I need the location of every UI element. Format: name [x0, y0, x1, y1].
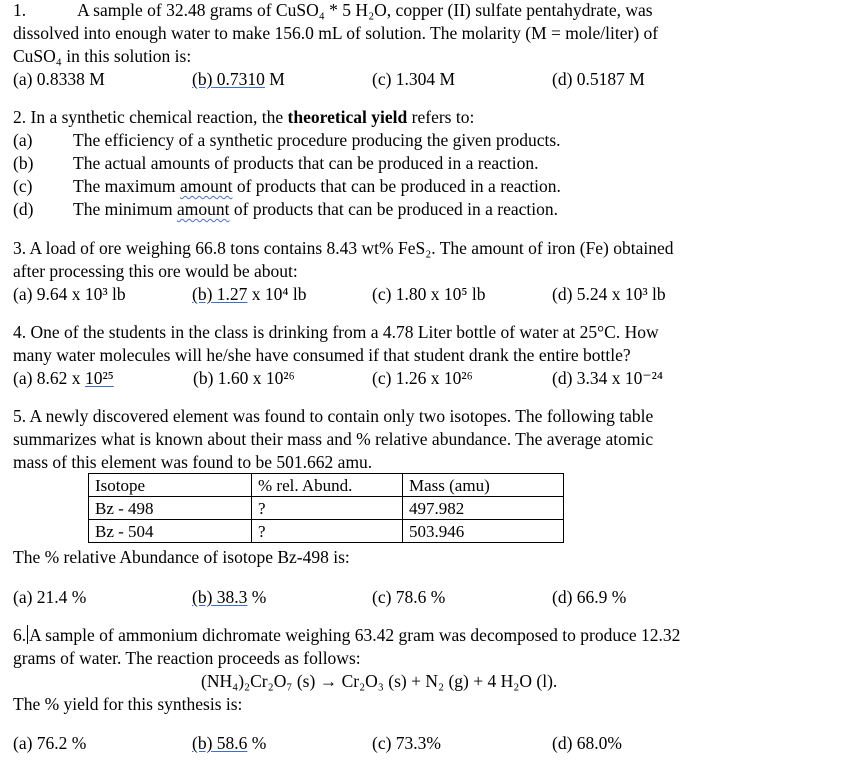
table-header-cell: % rel. Abund. [252, 474, 403, 497]
q4-option-d: (d) 3.34 x 10⁻²⁴ [552, 368, 663, 388]
table-header-cell: Isotope [89, 474, 252, 497]
q6-stem-text: A sample of ammonium dichromate weighing 63.42 gram was decomposed to produce 12.32 [29, 625, 681, 645]
q2-option-c-label: (c) [13, 176, 33, 196]
q3-option-d: (d) 5.24 x 10³ lb [552, 284, 666, 304]
q5-option-c: (c) 78.6 % [372, 587, 446, 607]
q2-option-a-label: (a) [13, 130, 33, 150]
q2-option-d-pre: The minimum [73, 199, 178, 219]
q5-option-b [192, 587, 266, 607]
q6-option-c: (c) 73.3% [372, 733, 442, 753]
q2-stem-post: refers to: [407, 107, 475, 127]
table-cell: Bz - 498 [89, 497, 252, 520]
q6-option-b [192, 733, 266, 753]
table-cell: ? [252, 497, 403, 520]
table-header-cell: Mass (amu) [403, 474, 564, 497]
q2-option-c-pre: The maximum [73, 176, 180, 196]
q2-option-d-label: (d) [13, 199, 34, 219]
q2-stem-pre: 2. In a synthetic chemical reaction, the [13, 107, 288, 127]
q2-option-d-text [73, 199, 558, 219]
q1-option-b-unit: M [264, 69, 285, 89]
q3-option-a: (a) 9.64 x 10³ lb [13, 284, 126, 304]
q3-stem-line1: 3. A load of ore weighing 66.8 tons contains 8.43 wt% FeS₂. The amount of iron (Fe) obtained [13, 238, 674, 258]
q2-option-b-label: (b) [13, 153, 34, 173]
q5-option-b-label: (b) [192, 587, 213, 607]
table-cell: ? [252, 520, 403, 543]
text-cursor [27, 625, 28, 644]
q5-option-a: (a) 21.4 % [13, 587, 87, 607]
q4-option-a [13, 368, 164, 388]
q5-option-b-unit: % [247, 587, 267, 607]
q6-option-a: (a) 76.2 % [13, 733, 87, 753]
q4-option-c: (c) 1.26 x 10²⁶ [372, 368, 473, 388]
q3-option-b-label: (b) [192, 284, 213, 304]
q4-stem-line2: many water molecules will he/she have consumed if that student drank the entire bottle? [13, 345, 631, 365]
q3-option-b-unit: x 10⁴ lb [247, 284, 307, 304]
q2-stem-bold: theoretical yield [287, 107, 408, 127]
q6-option-d: (d) 68.0% [552, 733, 622, 753]
q2-option-d-flagged-word: amount [177, 199, 230, 219]
q1-option-a: (a) 0.8338 M [13, 69, 105, 89]
q3-option-c: (c) 1.80 x 10⁵ lb [372, 284, 486, 304]
q2-option-c-text [73, 176, 561, 196]
q3-option-b [192, 284, 307, 304]
q1-stem-line2: dissolved into enough water to make 156.0 mL of solution. The molarity (M = mole/liter) of [13, 23, 659, 43]
table-header-row [89, 474, 564, 497]
q1-option-c: (c) 1.304 M [372, 69, 456, 89]
q5-question: The % relative Abundance of isotope Bz-498 is: [13, 547, 350, 567]
q1-line1 [13, 0, 653, 20]
q1-stem-line3: CuSO₄ in this solution is: [13, 46, 192, 66]
q2-option-d-post: of products that can be produced in a reaction. [229, 199, 559, 219]
q2-option-c-post: of products that can be produced in a reaction. [232, 176, 561, 196]
q1-option-b [192, 69, 285, 89]
q4-option-a-prefix: (a) 8.62 x [13, 368, 85, 388]
q5-option-b-value: 38.3 [212, 587, 248, 607]
q4-option-a-value: 10²⁵ [84, 368, 114, 388]
q1-option-b-value: 0.7310 [212, 69, 265, 89]
q6-question: The % yield for this synthesis is: [13, 694, 243, 714]
q3-stem-line2: after processing this ore would be about: [13, 261, 298, 281]
q5-stem-line1: 5. A newly discovered element was found to contain only two isotopes. The following table [13, 406, 654, 426]
q6-equation: (NH₄)₂Cr₂O₇ (s) → Cr₂O₃ (s) + N₂ (g) + 4 H₂O (l). [201, 671, 558, 691]
table-cell: 497.982 [403, 497, 564, 520]
q6-option-b-value: 58.6 [212, 733, 248, 753]
q6-number: 6. [13, 625, 27, 645]
q3-option-b-value: 1.27 [212, 284, 248, 304]
q1-stem-line1: A sample of 32.48 grams of CuSO₄ * 5 H₂O, copper (II) sulfate pentahydrate, was [77, 0, 653, 20]
q1-number: 1. [13, 0, 27, 20]
table-row [89, 497, 564, 520]
q1-option-d: (d) 0.5187 M [552, 69, 645, 89]
q4-stem-line1: 4. One of the students in the class is drinking from a 4.78 Liter bottle of water at 25°C. How [13, 322, 659, 342]
table-cell: 503.946 [403, 520, 564, 543]
q2-stem [13, 107, 474, 127]
q2-option-c-flagged-word: amount [179, 176, 233, 196]
q2-option-a-text: The efficiency of a synthetic procedure producing the given products. [73, 130, 561, 150]
q1-option-b-label: (b) [192, 69, 213, 89]
q5-stem-line3: mass of this element was found to be 501.662 amu. [13, 452, 373, 472]
q4-option-b: (b) 1.60 x 10²⁶ [193, 368, 295, 388]
q2-option-b-text: The actual amounts of products that can be produced in a reaction. [73, 153, 539, 173]
q6-option-b-label: (b) [192, 733, 213, 753]
isotope-table [88, 473, 564, 543]
table-cell: Bz - 504 [89, 520, 252, 543]
q6-option-b-unit: % [247, 733, 267, 753]
table-row [89, 520, 564, 543]
q5-option-d: (d) 66.9 % [552, 587, 627, 607]
q5-stem-line2: summarizes what is known about their mass and % relative abundance. The average atomic [13, 429, 654, 449]
q6-stem-line1 [13, 625, 680, 645]
q6-stem-line2: grams of water. The reaction proceeds as follows: [13, 648, 361, 668]
